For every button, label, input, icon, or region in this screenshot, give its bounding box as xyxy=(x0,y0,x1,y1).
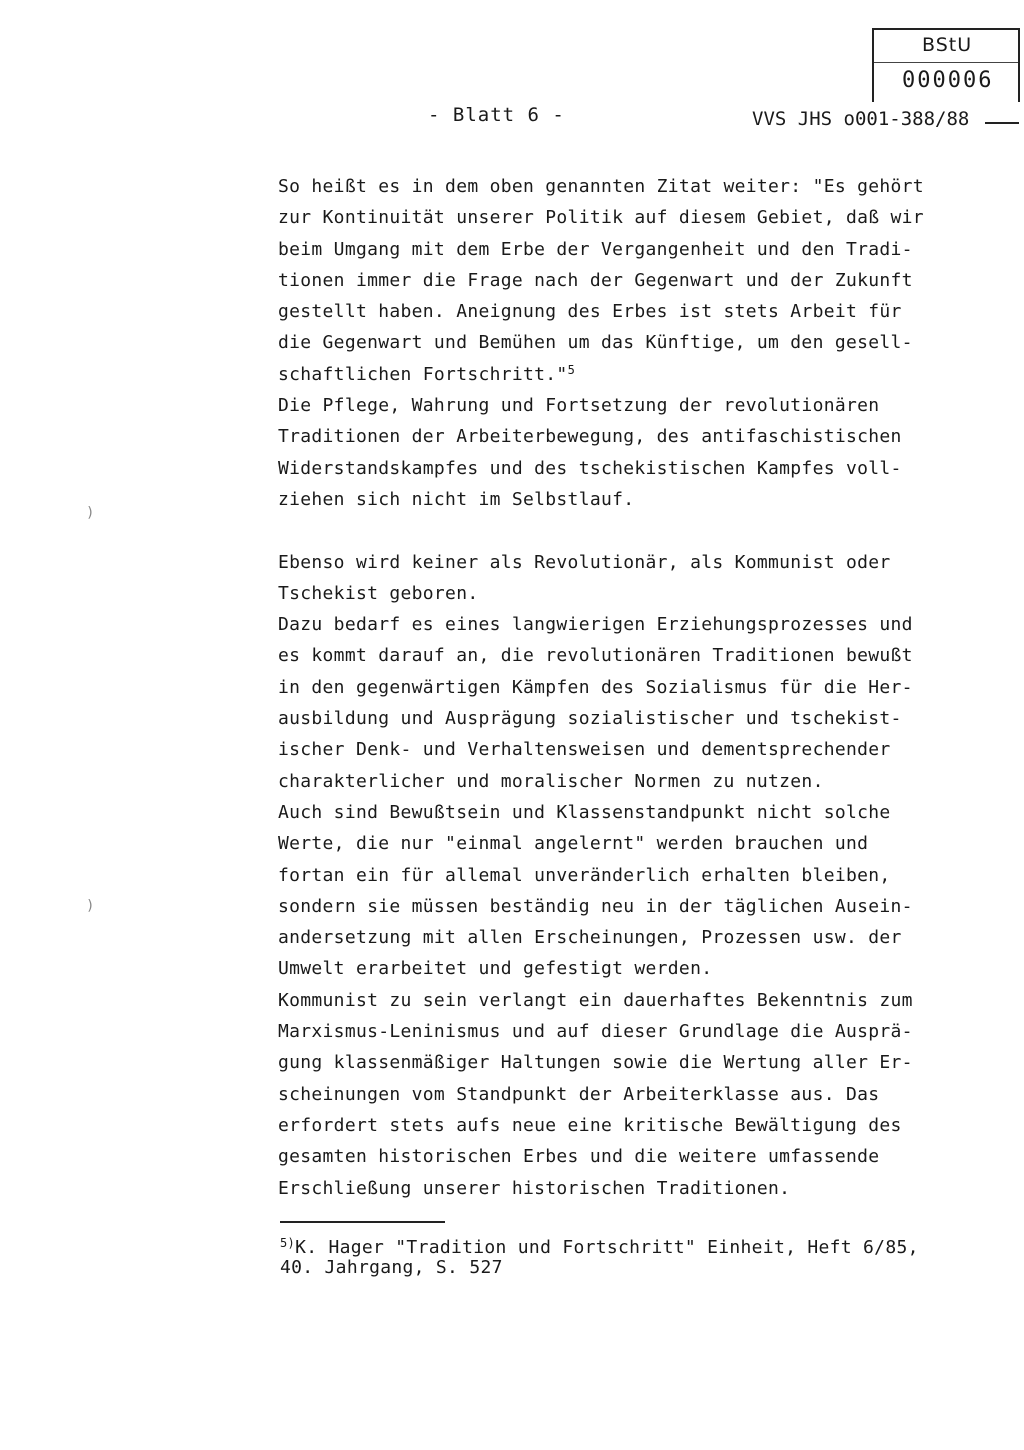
text-line: Auch sind Bewußtsein und Klassenstandpunkt nicht solche xyxy=(278,801,891,823)
footnote-text: K. Hager "Tradition und Fortschritt" Einheit, Heft 6/85, xyxy=(295,1237,919,1258)
document-reference: VVS JHS o001-388/88 xyxy=(752,108,970,130)
text-line: Erschließung unserer historischen Traditionen. xyxy=(278,1177,791,1199)
text-line: gesamten historischen Erbes und die weitere umfassende xyxy=(278,1146,880,1168)
footnote-text: 40. Jahrgang, S. 527 xyxy=(280,1257,503,1278)
text-line: zur Kontinuität unserer Politik auf diesem Gebiet, daß wir xyxy=(278,207,924,229)
text-line: Ebenso wird keiner als Revolutionär, als Kommunist oder xyxy=(278,551,891,573)
text-line: gung klassenmäßiger Haltungen sowie die Wertung aller Er- xyxy=(278,1052,913,1074)
stamp-number: 000006 xyxy=(902,68,994,93)
text-line: Werte, die nur "einmal angelernt" werden brauchen und xyxy=(278,833,869,855)
paragraph xyxy=(278,609,1008,797)
text-line: tionen immer die Frage nach der Gegenwart und der Zukunft xyxy=(278,269,913,291)
stamp-label: BStU xyxy=(922,34,973,56)
archive-stamp xyxy=(872,28,1020,102)
text-line: gestellt haben. Aneignung des Erbes ist stets Arbeit für xyxy=(278,301,902,323)
text-line: andersetzung mit allen Erscheinungen, Prozessen usw. der xyxy=(278,927,902,949)
page-number: - Blatt 6 - xyxy=(428,104,565,126)
reference-underline xyxy=(985,122,1019,124)
paragraph xyxy=(278,985,1008,1204)
text-line: Tschekist geboren. xyxy=(278,582,479,604)
text-line: fortan ein für allemal unveränderlich erhalten bleiben, xyxy=(278,864,891,886)
footnote-line xyxy=(280,1258,1010,1278)
paragraph xyxy=(278,171,1008,390)
margin-mark: ) xyxy=(86,505,95,521)
stamp-divider xyxy=(874,62,1018,63)
paragraph-gap xyxy=(278,515,1008,546)
text-line-content: schaftlichen Fortschritt." xyxy=(278,363,568,385)
text-line: Umwelt erarbeitet und gefestigt werden. xyxy=(278,958,713,980)
paragraph xyxy=(278,547,1008,610)
footnote xyxy=(280,1238,1010,1278)
paragraph xyxy=(278,390,1008,515)
text-line: sondern sie müssen beständig neu in der täglichen Ausein- xyxy=(278,895,913,917)
text-line: ausbildung und Ausprägung sozialistischer und tschekist- xyxy=(278,708,902,730)
footnote-marker: 5) xyxy=(280,1236,296,1250)
text-line: ischer Denk- und Verhaltensweisen und dementsprechender xyxy=(278,739,891,761)
footnote-divider xyxy=(280,1221,445,1223)
text-line: ziehen sich nicht im Selbstlauf. xyxy=(278,488,635,510)
text-line: erfordert stets aufs neue eine kritische Bewältigung des xyxy=(278,1114,902,1136)
text-line: Widerstandskampfes und des tschekistischen Kampfes voll- xyxy=(278,457,902,479)
margin-mark: ) xyxy=(86,898,95,914)
text-line: Die Pflege, Wahrung und Fortsetzung der revolutionären xyxy=(278,395,880,417)
text-line: die Gegenwart und Bemühen um das Künftige, um den gesell- xyxy=(278,332,913,354)
text-line xyxy=(278,359,1008,390)
body-text xyxy=(278,171,1008,1204)
paragraph xyxy=(278,797,1008,985)
footnote-line xyxy=(280,1238,1010,1258)
text-line: scheinungen vom Standpunkt der Arbeiterklasse aus. Das xyxy=(278,1083,880,1105)
text-line: So heißt es in dem oben genannten Zitat weiter: "Es gehört xyxy=(278,176,924,197)
text-line: charakterlicher und moralischer Normen zu nutzen. xyxy=(278,770,824,792)
text-line: Dazu bedarf es eines langwierigen Erziehungsprozesses und xyxy=(278,614,913,636)
text-line: es kommt darauf an, die revolutionären Traditionen bewußt xyxy=(278,645,913,667)
footnote-reference: 5 xyxy=(567,362,576,377)
text-line: Traditionen der Arbeiterbewegung, des antifaschistischen xyxy=(278,426,902,448)
text-line: beim Umgang mit dem Erbe der Vergangenheit und den Tradi- xyxy=(278,238,913,260)
text-line: Marxismus-Leninismus und auf dieser Grundlage die Ausprä- xyxy=(278,1021,913,1043)
text-line: in den gegenwärtigen Kämpfen des Sozialismus für die Her- xyxy=(278,676,913,698)
text-line: Kommunist zu sein verlangt ein dauerhaftes Bekenntnis zum xyxy=(278,989,913,1011)
